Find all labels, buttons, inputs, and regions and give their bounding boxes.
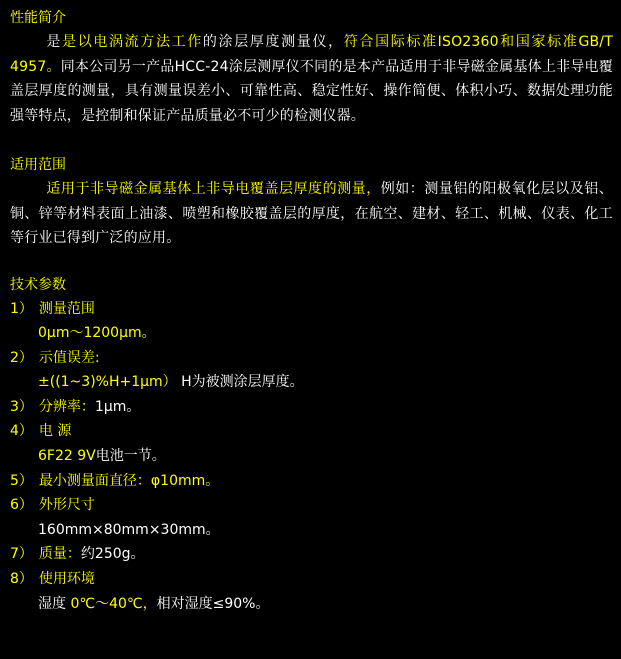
performance-standard: 符合国际标准ISO2360和国家标准GB/T 4957。 xyxy=(10,34,613,75)
spec-item-8-value: 湿度 0℃～40℃，相对湿度≤90%。 xyxy=(38,595,270,612)
section-heading-specs: 技术参数 xyxy=(10,276,66,293)
performance-mid: 的涂层厚度测量仪， xyxy=(202,34,344,50)
section-heading-performance: 性能简介 xyxy=(10,10,66,26)
performance-paragraph: 是是以电涡流方法工作的涂层厚度测量仪，符合国际标准ISO2360和国家标准GB/T 4957。同本公司另一产品HCC-24涂层测厚仪不同的是本产品适用于非导磁金属基体上非导电覆盖层厚度的测量，具有测量误差小、可靠性高、稳定性好、操作简便、体积小巧、数据处理功能强等特点，是控制和保证产品质量必不可少的检测仪器。 xyxy=(10,34,613,124)
application-rest: 例如：测量铝的阳极氧化层以及铝、铜、锌等材料表面上油漆、喷塑和橡胶覆盖层的厚度，在航空、建材、轻工、机械、仪表、化工等行业已得到广泛的应用。 xyxy=(10,181,613,246)
spec-item-2-label: 2） 示值误差: xyxy=(10,349,100,366)
spec-item-1-label: 1） 测量范围 xyxy=(10,300,95,317)
spec-item-2-value: ±((1~3)%H+1μm） H为被测涂层厚度。 xyxy=(38,374,304,391)
spec-item-6-label: 6） 外形尺寸 xyxy=(10,497,95,514)
spec-item-3: 3） 分辨率：1μm。 xyxy=(10,398,141,415)
spec-item-1-value: 0μm～1200μm。 xyxy=(38,325,156,342)
application-paragraph xyxy=(10,177,613,251)
spec-item-8-label: 8） 使用环境 xyxy=(10,571,95,588)
performance-lead: 是以电涡流方法工作 xyxy=(62,34,203,50)
application-lead: 适用于非导磁金属基体上非导电覆盖层厚度的测量， xyxy=(46,181,381,197)
performance-rest: 同本公司另一产品HCC-24涂层测厚仪不同的是本产品适用于非导磁金属基体上非导电覆盖层厚度的测量，具有测量误差小、可靠性高、稳定性好、操作简便、体积小巧、数据处理功能强等特点，是控制和保证产品质量必不可少的检测仪器。 xyxy=(10,58,613,124)
spec-item-5: 5） 最小测量面直径：φ10mm。 xyxy=(10,472,220,489)
spec-item-7: 7） 质量：约250g。 xyxy=(10,546,145,563)
spec-item-4-value: 6F22 9V电池一节。 xyxy=(38,448,166,465)
spec-item-4-label: 4） 电 源 xyxy=(10,423,72,440)
spec-item-6-value: 160mm×80mm×30mm。 xyxy=(38,521,220,538)
section-heading-application: 适用范围 xyxy=(10,157,66,173)
